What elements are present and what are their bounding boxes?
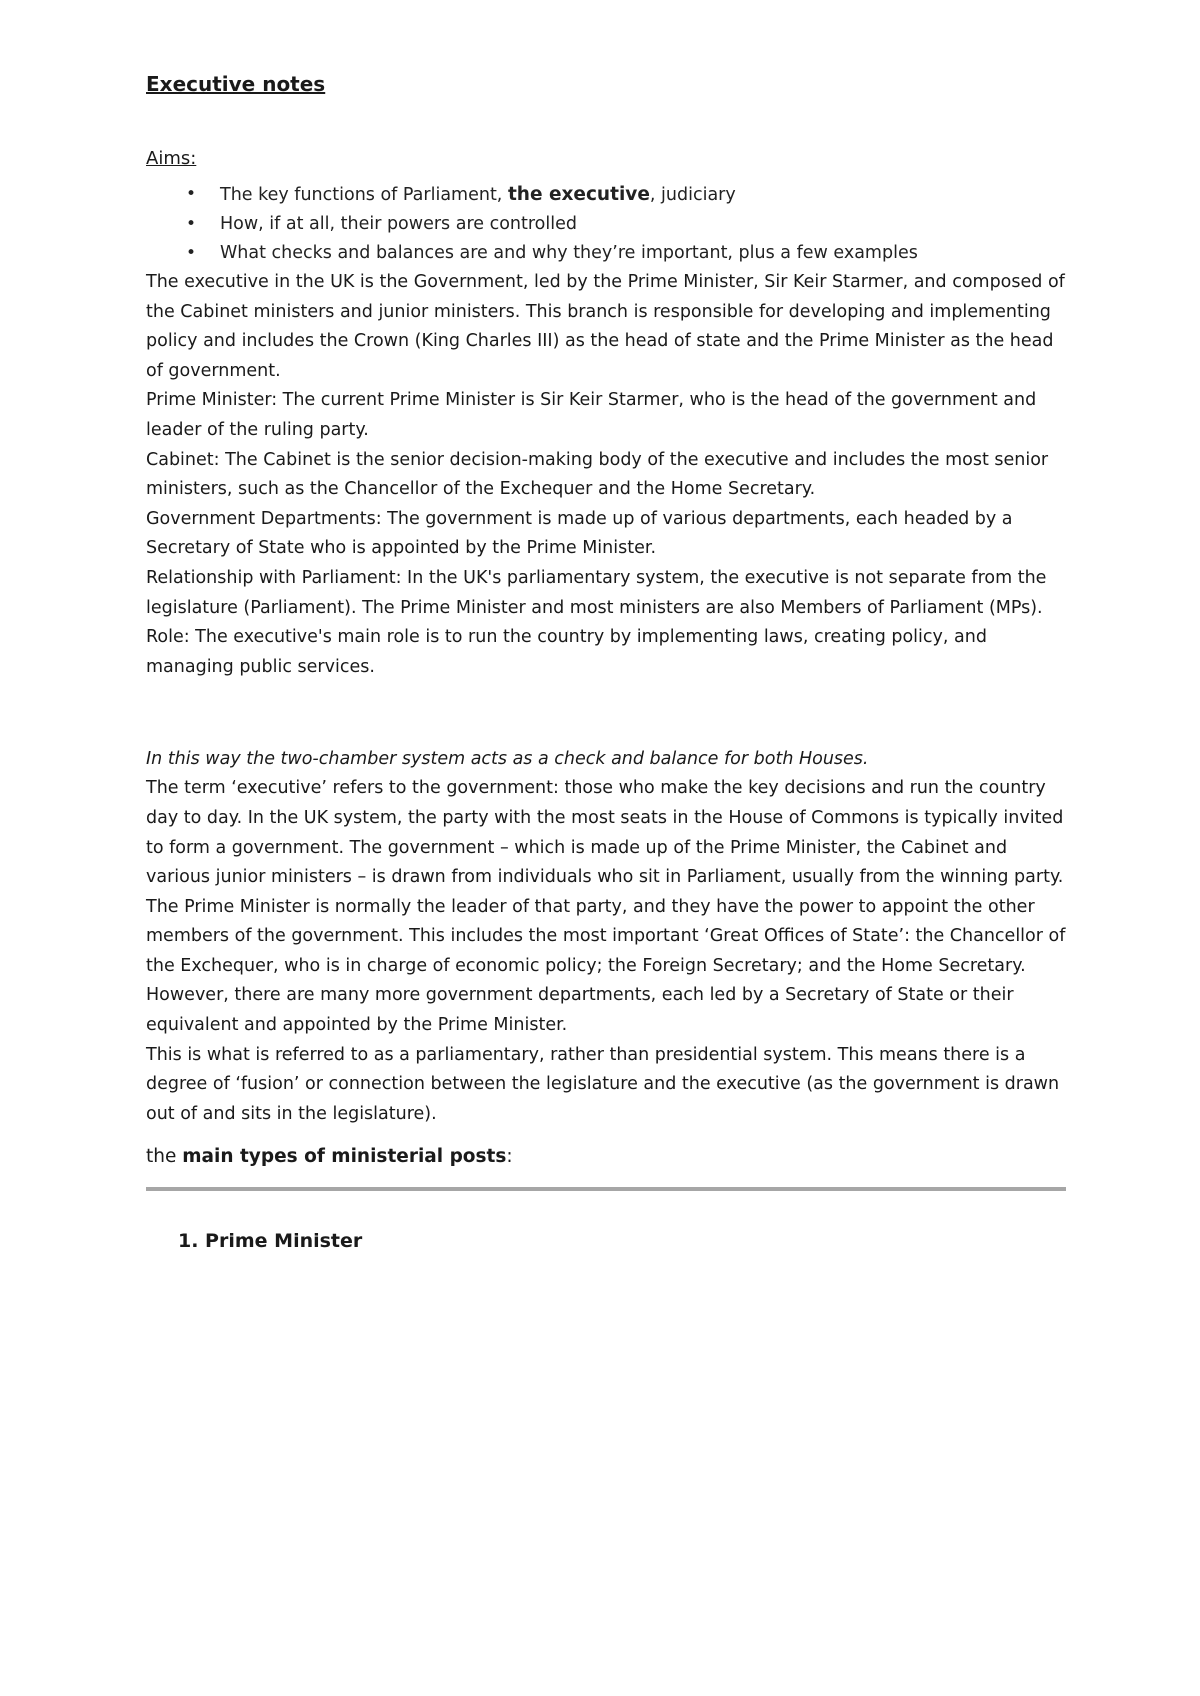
aims-list-item — [146, 180, 1066, 210]
aims-list-item — [146, 210, 1066, 239]
ministerial-heading-pre: the — [146, 1146, 183, 1168]
aim-text-pre: How, if at all, their powers are controlled — [220, 214, 577, 234]
paragraph-cabinet: Cabinet: The Cabinet is the senior decision-making body of the executive and includes the most senior ministers, such as the Chancellor of the Exchequer and the Home Secretary. — [146, 449, 1049, 500]
paragraph-prime-minister: Prime Minister: The current Prime Minister is Sir Keir Starmer, who is the head of the government and leader of the ruling party. — [146, 390, 1037, 440]
paragraph-relationship: Relationship with Parliament: In the UK's parliamentary system, the executive is not separate from the legislature (Parliament). The Prime Minister and most ministers are also Members of Parliament (MPs). — [146, 567, 1047, 618]
bullet-icon: • — [186, 243, 197, 263]
aims-list — [146, 180, 1066, 268]
bullet-icon: • — [186, 184, 197, 204]
aims-label: Aims: — [146, 148, 197, 169]
aim-text-post: , judiciary — [649, 185, 736, 205]
aim-text-pre: The key functions of Parliament, — [220, 185, 508, 205]
italic-note: In this way the two-chamber system acts as a check and balance for both Houses. — [146, 749, 869, 770]
paragraph-term-executive: The term ‘executive’ refers to the government: those who make the key decisions and run the country day to day. In the UK system, the party with the most seats in the House of Commons is typically invited to form a government. The government – which is made up of the Prime Minister, the Cabinet and various junior ministers – is drawn from individuals who sit in Parliament, usually from the winning party. The Prime Minister is normally the leader of that party, and they have the power to appoint the other members of the government. This includes the most important ‘Great Offices of State’: the Chancellor of the Exchequer, who is in charge of economic policy; the Foreign Secretary; and the Home Secretary. However, there are many more government departments, each led by a Secretary of State or their equivalent and appointed by the Prime Minister. — [146, 778, 1066, 1036]
ministerial-heading-bold: main types of ministerial posts — [182, 1146, 507, 1168]
paragraph-parliamentary-system: This is what is referred to as a parliamentary, rather than presidential system. This means there is a degree of ‘fusion’ or connection between the legislature and the executive (as the government is drawn out of and sits in the legislature). — [146, 1044, 1060, 1124]
section-heading-prime-minister: 1. Prime Minister — [178, 1230, 363, 1253]
horizontal-rule — [146, 1187, 1066, 1191]
ministerial-posts-heading — [146, 1143, 1066, 1171]
aim-text-bold: the executive — [507, 184, 650, 205]
aims-list-item — [146, 239, 1066, 268]
ministerial-heading-post: : — [506, 1146, 513, 1168]
document-title: Executive notes — [146, 72, 326, 96]
document-page — [146, 70, 1066, 1255]
paragraph-departments: Government Departments: The government is made up of various departments, each headed by a Secretary of State who is appointed by the Prime Minister. — [146, 508, 1013, 559]
paragraph-intro: The executive in the UK is the Government, led by the Prime Minister, Sir Keir Starmer, and composed of the Cabinet ministers and junior ministers. This branch is responsible for developing and implementing policy and includes the Crown (King Charles III) as the head of state and the Prime Minister as the head of government. — [146, 272, 1065, 381]
aim-text-pre: What checks and balances are and why they’re important, plus a few examples — [220, 243, 918, 263]
paragraph-role: Role: The executive's main role is to run the country by implementing laws, creating policy, and managing public services. — [146, 627, 987, 677]
bullet-icon: • — [186, 214, 197, 234]
